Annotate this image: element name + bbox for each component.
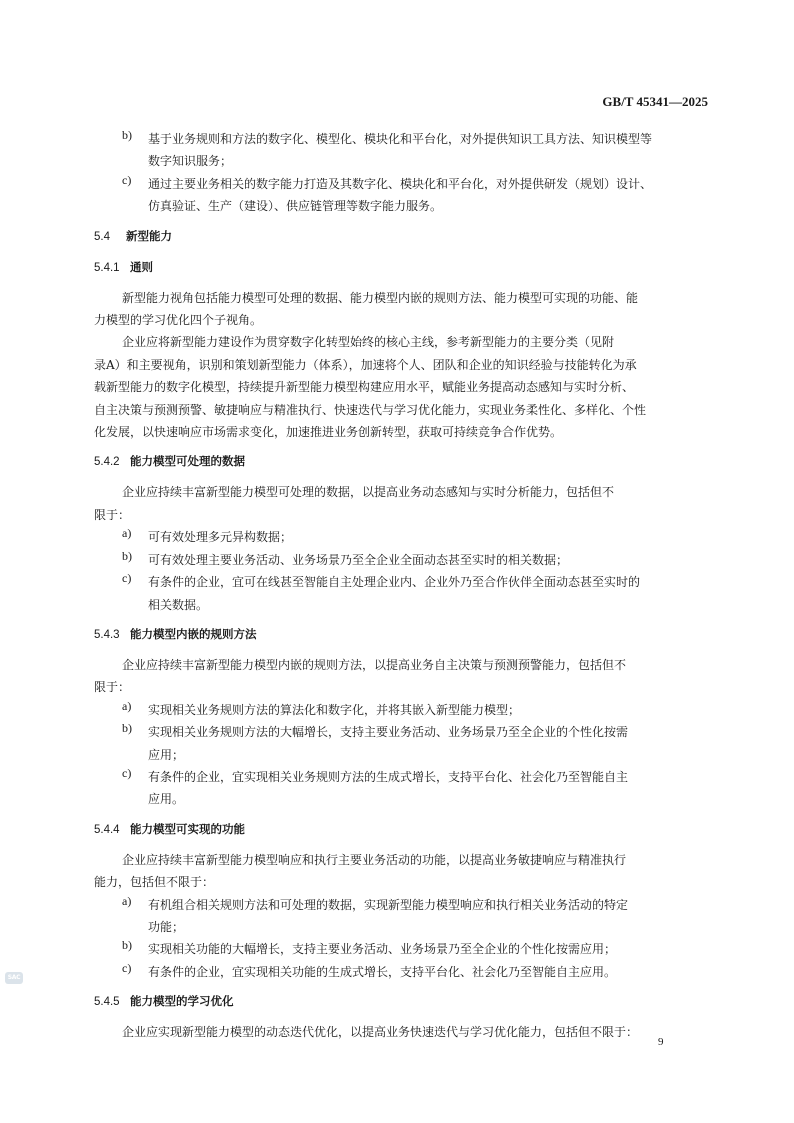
text-line: 实现相关业务规则方法的大幅增长，支持主要业务活动、业务场景乃至全企业的个性化按需 <box>148 725 629 740</box>
side-watermark-logo: SAC <box>5 972 23 984</box>
text-line: 应用； <box>148 747 185 762</box>
list-marker: c) <box>122 765 132 780</box>
list-item <box>94 699 710 721</box>
text-line: 企业应持续丰富新型能力模型内嵌的规则方法，以提高业务自主决策与预测预警能力，包括但不 <box>122 657 627 672</box>
text-line: 录A）和主要视角，识别和策划新型能力（体系），加速将个人、团队和企业的知识经验与技能转化为承 <box>94 357 637 372</box>
section-title: 新型能力 <box>126 228 172 243</box>
section-title: 能力模型可处理的数据 <box>130 454 245 469</box>
text-line: 有条件的企业，宜实现相关功能的生成式增长，支持平台化、社会化乃至智能自主应用。 <box>148 964 617 979</box>
section-heading-5-4-5 <box>94 990 710 1013</box>
section-title: 能力模型内嵌的规则方法 <box>130 626 257 641</box>
list-marker: b) <box>122 128 132 142</box>
text-line: 新型能力视角包括能力模型可处理的数据、能力模型内嵌的规则方法、能力模型可实现的功能、能 <box>122 290 639 305</box>
list-item <box>94 766 710 811</box>
section-number: 5.4.1 <box>94 261 120 274</box>
list-item <box>94 938 710 960</box>
section-heading-5-4-3 <box>94 623 710 646</box>
text-line: 仿真验证、生产（建设）、供应链管理等数字能力服务。 <box>148 199 443 214</box>
text-line: 基于业务规则和方法的数字化、模型化、模块化和平台化，对外提供知识工具方法、知识模型等 <box>148 132 653 146</box>
text-line: 功能； <box>148 919 185 934</box>
section-title: 能力模型的学习优化 <box>130 994 234 1009</box>
text-line: 有条件的企业，宜可在线甚至智能自主处理企业内、企业外乃至合作伙伴全面动态甚至实时的 <box>148 575 641 590</box>
document-body <box>94 128 710 1044</box>
text-line: 力模型的学习优化四个子视角。 <box>94 313 263 328</box>
text-line: 应用。 <box>148 792 185 807</box>
section-heading-5-4-1 <box>94 256 710 279</box>
standard-number: GB/T 45341—2025 <box>602 94 708 109</box>
text-line: 化发展，以快速响应市场需求变化，加速推进业务创新转型，获取可持续竞争合作优势。 <box>94 425 563 440</box>
section-title: 通则 <box>130 259 153 274</box>
text-line: 有机组合相关规则方法和可处理的数据，实现新型能力模型响应和执行相关业务活动的特定 <box>148 897 629 912</box>
text-line: 限于： <box>94 680 131 695</box>
list-item <box>94 571 710 616</box>
section-title: 能力模型可实现的功能 <box>130 821 245 836</box>
text-line: 企业应持续丰富新型能力模型响应和执行主要业务活动的功能，以提高业务敏捷响应与精准执行 <box>122 852 627 867</box>
text-line: 相关数据。 <box>148 597 209 612</box>
list-marker: c) <box>122 172 132 187</box>
page-number: 9 <box>658 1036 664 1048</box>
list-item <box>94 961 710 983</box>
section-number: 5.4.2 <box>94 456 120 469</box>
text-line: 数字知识服务； <box>148 154 233 169</box>
list-item <box>94 128 710 173</box>
list-marker: b) <box>122 938 132 953</box>
list-marker: b) <box>122 548 132 563</box>
text-line: 可有效处理主要业务活动、业务场景乃至全企业全面动态甚至实时的相关数据； <box>148 552 569 567</box>
list-marker: a) <box>122 526 132 541</box>
list-marker: a) <box>122 698 132 713</box>
text-line: 能力，包括但不限于： <box>94 875 215 890</box>
section-number: 5.4.5 <box>94 996 120 1009</box>
text-line: 实现相关业务规则方法的算法化和数字化，并将其嵌入新型能力模型； <box>148 702 521 717</box>
text-line: 载新型能力的数字化模型，持续提升新型能力模型构建应用水平，赋能业务提高动态感知与实时分析、 <box>94 380 635 395</box>
list-item <box>94 549 710 571</box>
list-item <box>94 526 710 548</box>
text-line: 企业应实现新型能力模型的动态迭代优化，以提高业务快速迭代与学习优化能力，包括但不限于： <box>122 1025 639 1040</box>
list-marker: c) <box>122 960 132 975</box>
text-line: 实现相关功能的大幅增长，支持主要业务活动、业务场景乃至全企业的个性化按需应用； <box>148 942 617 957</box>
section-heading-5-4-2 <box>94 450 710 473</box>
text-line: 限于： <box>94 507 131 522</box>
list-item <box>94 894 710 939</box>
section-heading-5-4-4 <box>94 818 710 841</box>
text-line: 可有效处理多元异构数据； <box>148 530 293 545</box>
list-marker: a) <box>122 893 132 908</box>
list-item <box>94 721 710 766</box>
list-marker: b) <box>122 721 132 736</box>
section-number: 5.4 <box>94 230 110 243</box>
section-number: 5.4.3 <box>94 628 120 641</box>
text-line: 企业应持续丰富新型能力模型可处理的数据，以提高业务动态感知与实时分析能力，包括但不 <box>122 485 615 500</box>
list-marker: c) <box>122 571 132 586</box>
list-item <box>94 173 710 218</box>
text-line: 通过主要业务相关的数字能力打造及其数字化、模块化和平台化，对外提供研发（规划）设计、 <box>148 176 653 191</box>
section-number: 5.4.4 <box>94 823 120 836</box>
text-line: 自主决策与预测预警、敏捷响应与精准执行、快速迭代与学习优化能力，实现业务柔性化、多样化、个性 <box>94 402 647 417</box>
section-heading-5-4 <box>94 225 710 248</box>
text-line: 有条件的企业，宜实现相关业务规则方法的生成式增长，支持平台化、社会化乃至智能自主 <box>148 769 629 784</box>
text-line: 企业应将新型能力建设作为贯穿数字化转型始终的核心主线，参考新型能力的主要分类（见附 <box>122 335 615 350</box>
